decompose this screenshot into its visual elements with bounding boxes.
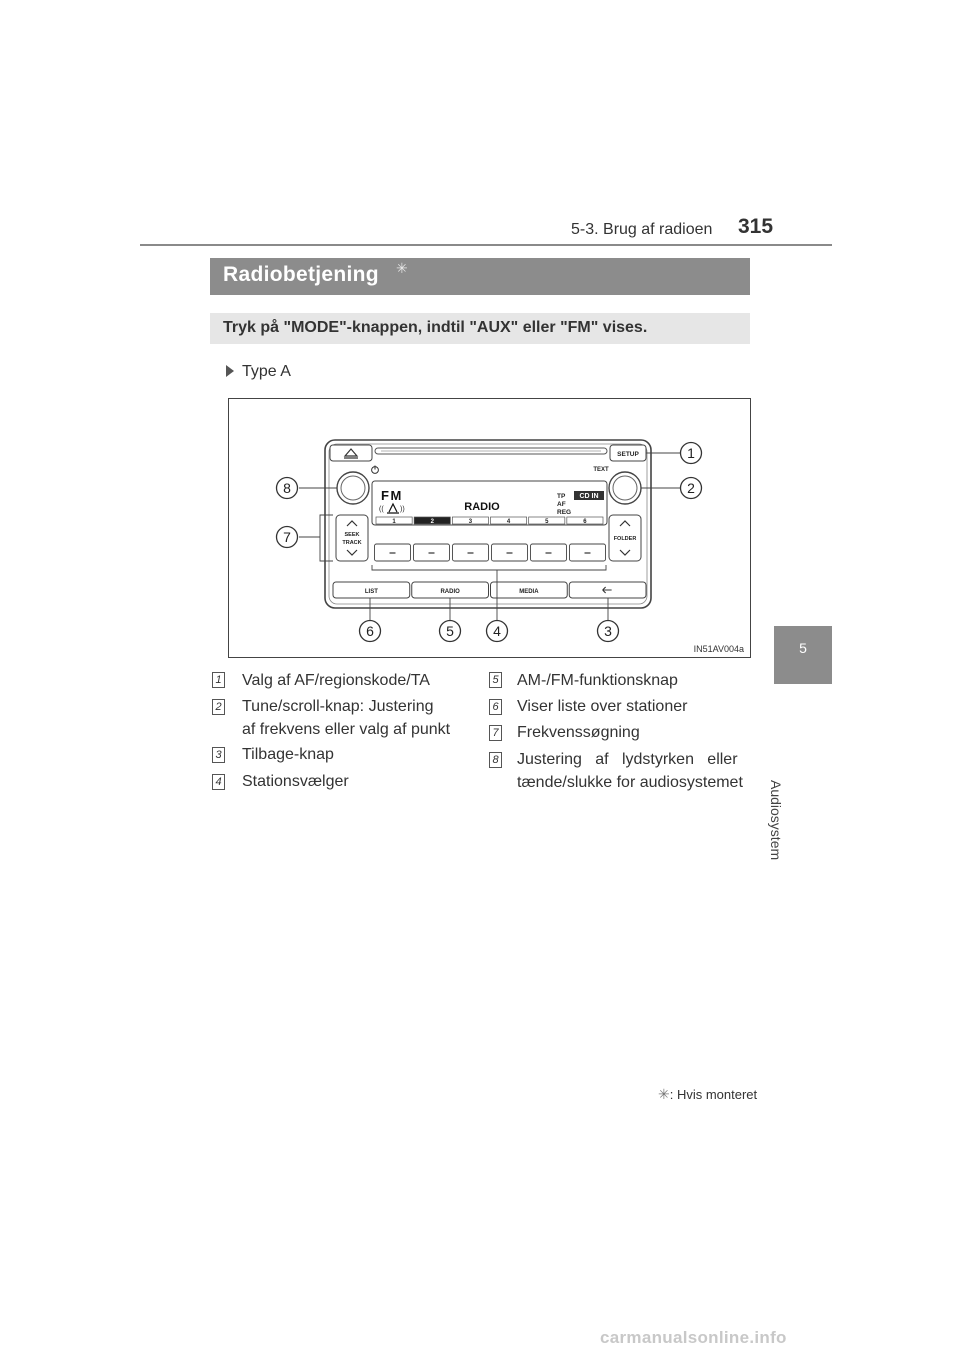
callout-number: 2 [687, 480, 695, 496]
preset-number: 4 [506, 519, 511, 525]
type-label-text: Type A [242, 363, 291, 380]
volume-knob [337, 472, 369, 504]
legend-number-1: 1 [212, 672, 225, 688]
eject-button [330, 445, 372, 461]
tp-indicator: TP [557, 493, 566, 500]
footnote [658, 1086, 757, 1103]
footnote-text: : Hvis monteret [669, 1087, 758, 1102]
seek-track-button [336, 515, 368, 561]
legend-item-7: Frekvenssøgning [517, 724, 640, 741]
callout-number: 6 [366, 623, 374, 639]
callout-number: 8 [283, 480, 291, 496]
type-label [226, 363, 291, 381]
section-title: 5-3. Brug af radioen [571, 221, 713, 238]
cd-in-label: CD IN [579, 493, 599, 500]
callout-number: 5 [446, 623, 454, 639]
bottom-button-label: MEDIA [519, 589, 539, 595]
header-divider [140, 244, 832, 246]
setup-label: SETUP [617, 451, 639, 458]
legend-number-7: 7 [489, 725, 502, 741]
preset-number: 2 [430, 519, 434, 525]
preset-number: 5 [545, 519, 549, 525]
svg-text:((: (( [379, 506, 384, 513]
legend-item-3: Tilbage-knap [242, 746, 334, 763]
watermark: carmanualsonline.info [600, 1328, 787, 1347]
legend-number-2: 2 [212, 699, 225, 715]
folder-label: FOLDER [613, 536, 637, 542]
legend-item-1: Valg af AF/regionskode/TA [242, 672, 430, 689]
instruction-text: Tryk på "MODE"-knappen, indtil "AUX" eller "FM" vises. [223, 319, 648, 336]
legend-item-6: Viser liste over stationer [517, 698, 688, 715]
section-heading: Radiobetjening [223, 263, 379, 286]
preset-number: 3 [468, 519, 473, 525]
track-label: TRACK [342, 540, 362, 546]
legend-item-5: AM-/FM-funktionsknap [517, 672, 678, 689]
preset-number: 6 [583, 519, 587, 525]
chapter-label-container [768, 690, 812, 861]
legend-item-4: Stationsvælger [242, 773, 349, 790]
callout-number: 4 [493, 623, 501, 639]
callout-number: 7 [283, 529, 291, 545]
radio-unit-drawing [229, 399, 750, 657]
legend-item-2: Tune/scroll-knap: Justering [242, 698, 434, 715]
chapter-number: 5 [799, 640, 807, 656]
figure-code: IN51AV004a [693, 644, 744, 654]
callout-number: 3 [604, 623, 612, 639]
triangle-bullet-icon [226, 365, 234, 377]
legend-item-8-cont: tænde/slukke for audiosystemet [517, 774, 743, 791]
page-number: 315 [738, 215, 774, 238]
preset-number: 1 [392, 519, 396, 525]
af-indicator: AF [557, 501, 566, 508]
asterisk-icon: ✳ [658, 1086, 670, 1102]
callout-number: 1 [687, 445, 695, 461]
seek-label: SEEK [344, 532, 360, 538]
reg-indicator: REG [557, 509, 572, 516]
legend-number-8: 8 [489, 752, 502, 768]
asterisk-icon: ✳ [396, 260, 408, 276]
legend-number-4: 4 [212, 774, 225, 790]
legend-item-2-cont: af frekvens eller valg af punkt [242, 721, 451, 738]
legend-number-6: 6 [489, 699, 502, 715]
chapter-label: Audiosystem [768, 780, 784, 861]
chapter-tab[interactable] [774, 626, 832, 684]
radio-illustration [228, 398, 751, 658]
band-label: FM [381, 488, 403, 503]
tune-knob [609, 472, 641, 504]
bottom-button-label: LIST [364, 589, 378, 595]
section-heading-bar [210, 258, 750, 295]
svg-text:)): )) [400, 506, 405, 513]
legend-item-8: Justering af lydstyrken eller [517, 751, 738, 768]
text-label: TEXT [593, 467, 609, 473]
instruction-bar [210, 313, 750, 344]
legend-number-5: 5 [489, 672, 502, 688]
legend-number-3: 3 [212, 747, 225, 763]
bottom-button-label: RADIO [440, 589, 460, 595]
mode-label: RADIO [464, 501, 500, 513]
